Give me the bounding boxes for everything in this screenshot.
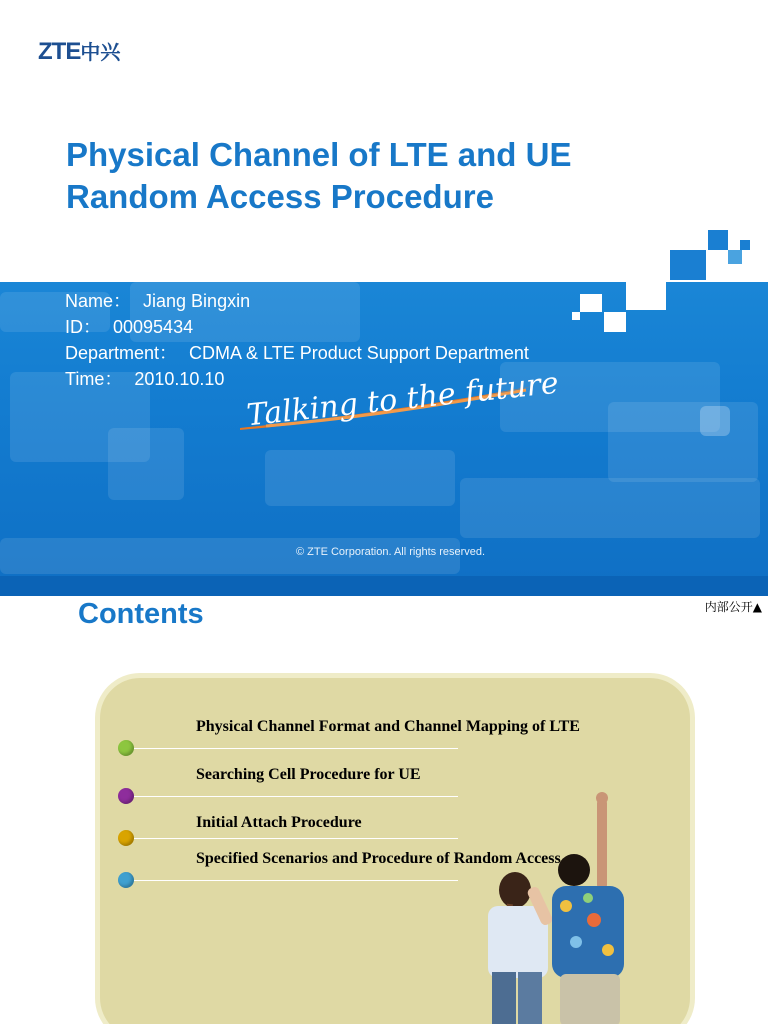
decor-tile [265, 450, 455, 506]
bullet-dot-gold [118, 830, 134, 846]
white-square [626, 282, 666, 310]
contents-slide [0, 596, 768, 1024]
classification-label: 内部公开▲ [704, 600, 762, 614]
bullet-dot-purple [118, 788, 134, 804]
copyright: © ZTE Corporation. All rights reserved. [296, 546, 486, 558]
white-square [604, 312, 626, 332]
item-text: Physical Channel Format and Channel Mapping of LTE [196, 718, 580, 735]
title-line-2: Random Access Procedure [66, 178, 494, 215]
bottom-strip [0, 576, 768, 596]
decor-square [728, 250, 742, 264]
item-text: Searching Cell Procedure for UE [196, 766, 421, 783]
decor-tile [460, 478, 760, 538]
white-square [580, 294, 602, 312]
bullet-dot-green [118, 740, 134, 756]
item-text: Initial Attach Procedure [196, 814, 362, 831]
item-underline [134, 796, 458, 797]
info-time: Time： 2010.10.10 [65, 369, 225, 389]
children-illustration [470, 786, 650, 1024]
item-underline [134, 880, 458, 881]
info-department: Department： CDMA & LTE Product Support Department [65, 343, 529, 363]
decor-tile [700, 406, 730, 436]
tagline-text: Talking to the future [245, 365, 561, 434]
logo-cn: 中兴 [80, 40, 121, 64]
decor-square [740, 240, 750, 250]
decor-square [670, 250, 706, 280]
title-line-1: Physical Channel of LTE and UE [66, 136, 572, 173]
contents-title: Contents [78, 598, 204, 630]
info-name: Name： Jiang Bingxin [65, 291, 251, 311]
tagline-graphic [236, 365, 561, 438]
decor-square [708, 230, 728, 250]
info-id: ID： 00095434 [65, 317, 194, 337]
bullet-dot-blue [118, 872, 134, 888]
white-square [572, 312, 580, 320]
decor-tile [608, 402, 758, 482]
logo-latin: ZTE [38, 38, 81, 65]
item-underline [134, 748, 458, 749]
zte-logo [38, 36, 120, 66]
item-underline [134, 838, 458, 839]
slide-title [66, 134, 686, 218]
decor-tile [108, 428, 184, 500]
item-text: Specified Scenarios and Procedure of Random Access [196, 850, 561, 867]
